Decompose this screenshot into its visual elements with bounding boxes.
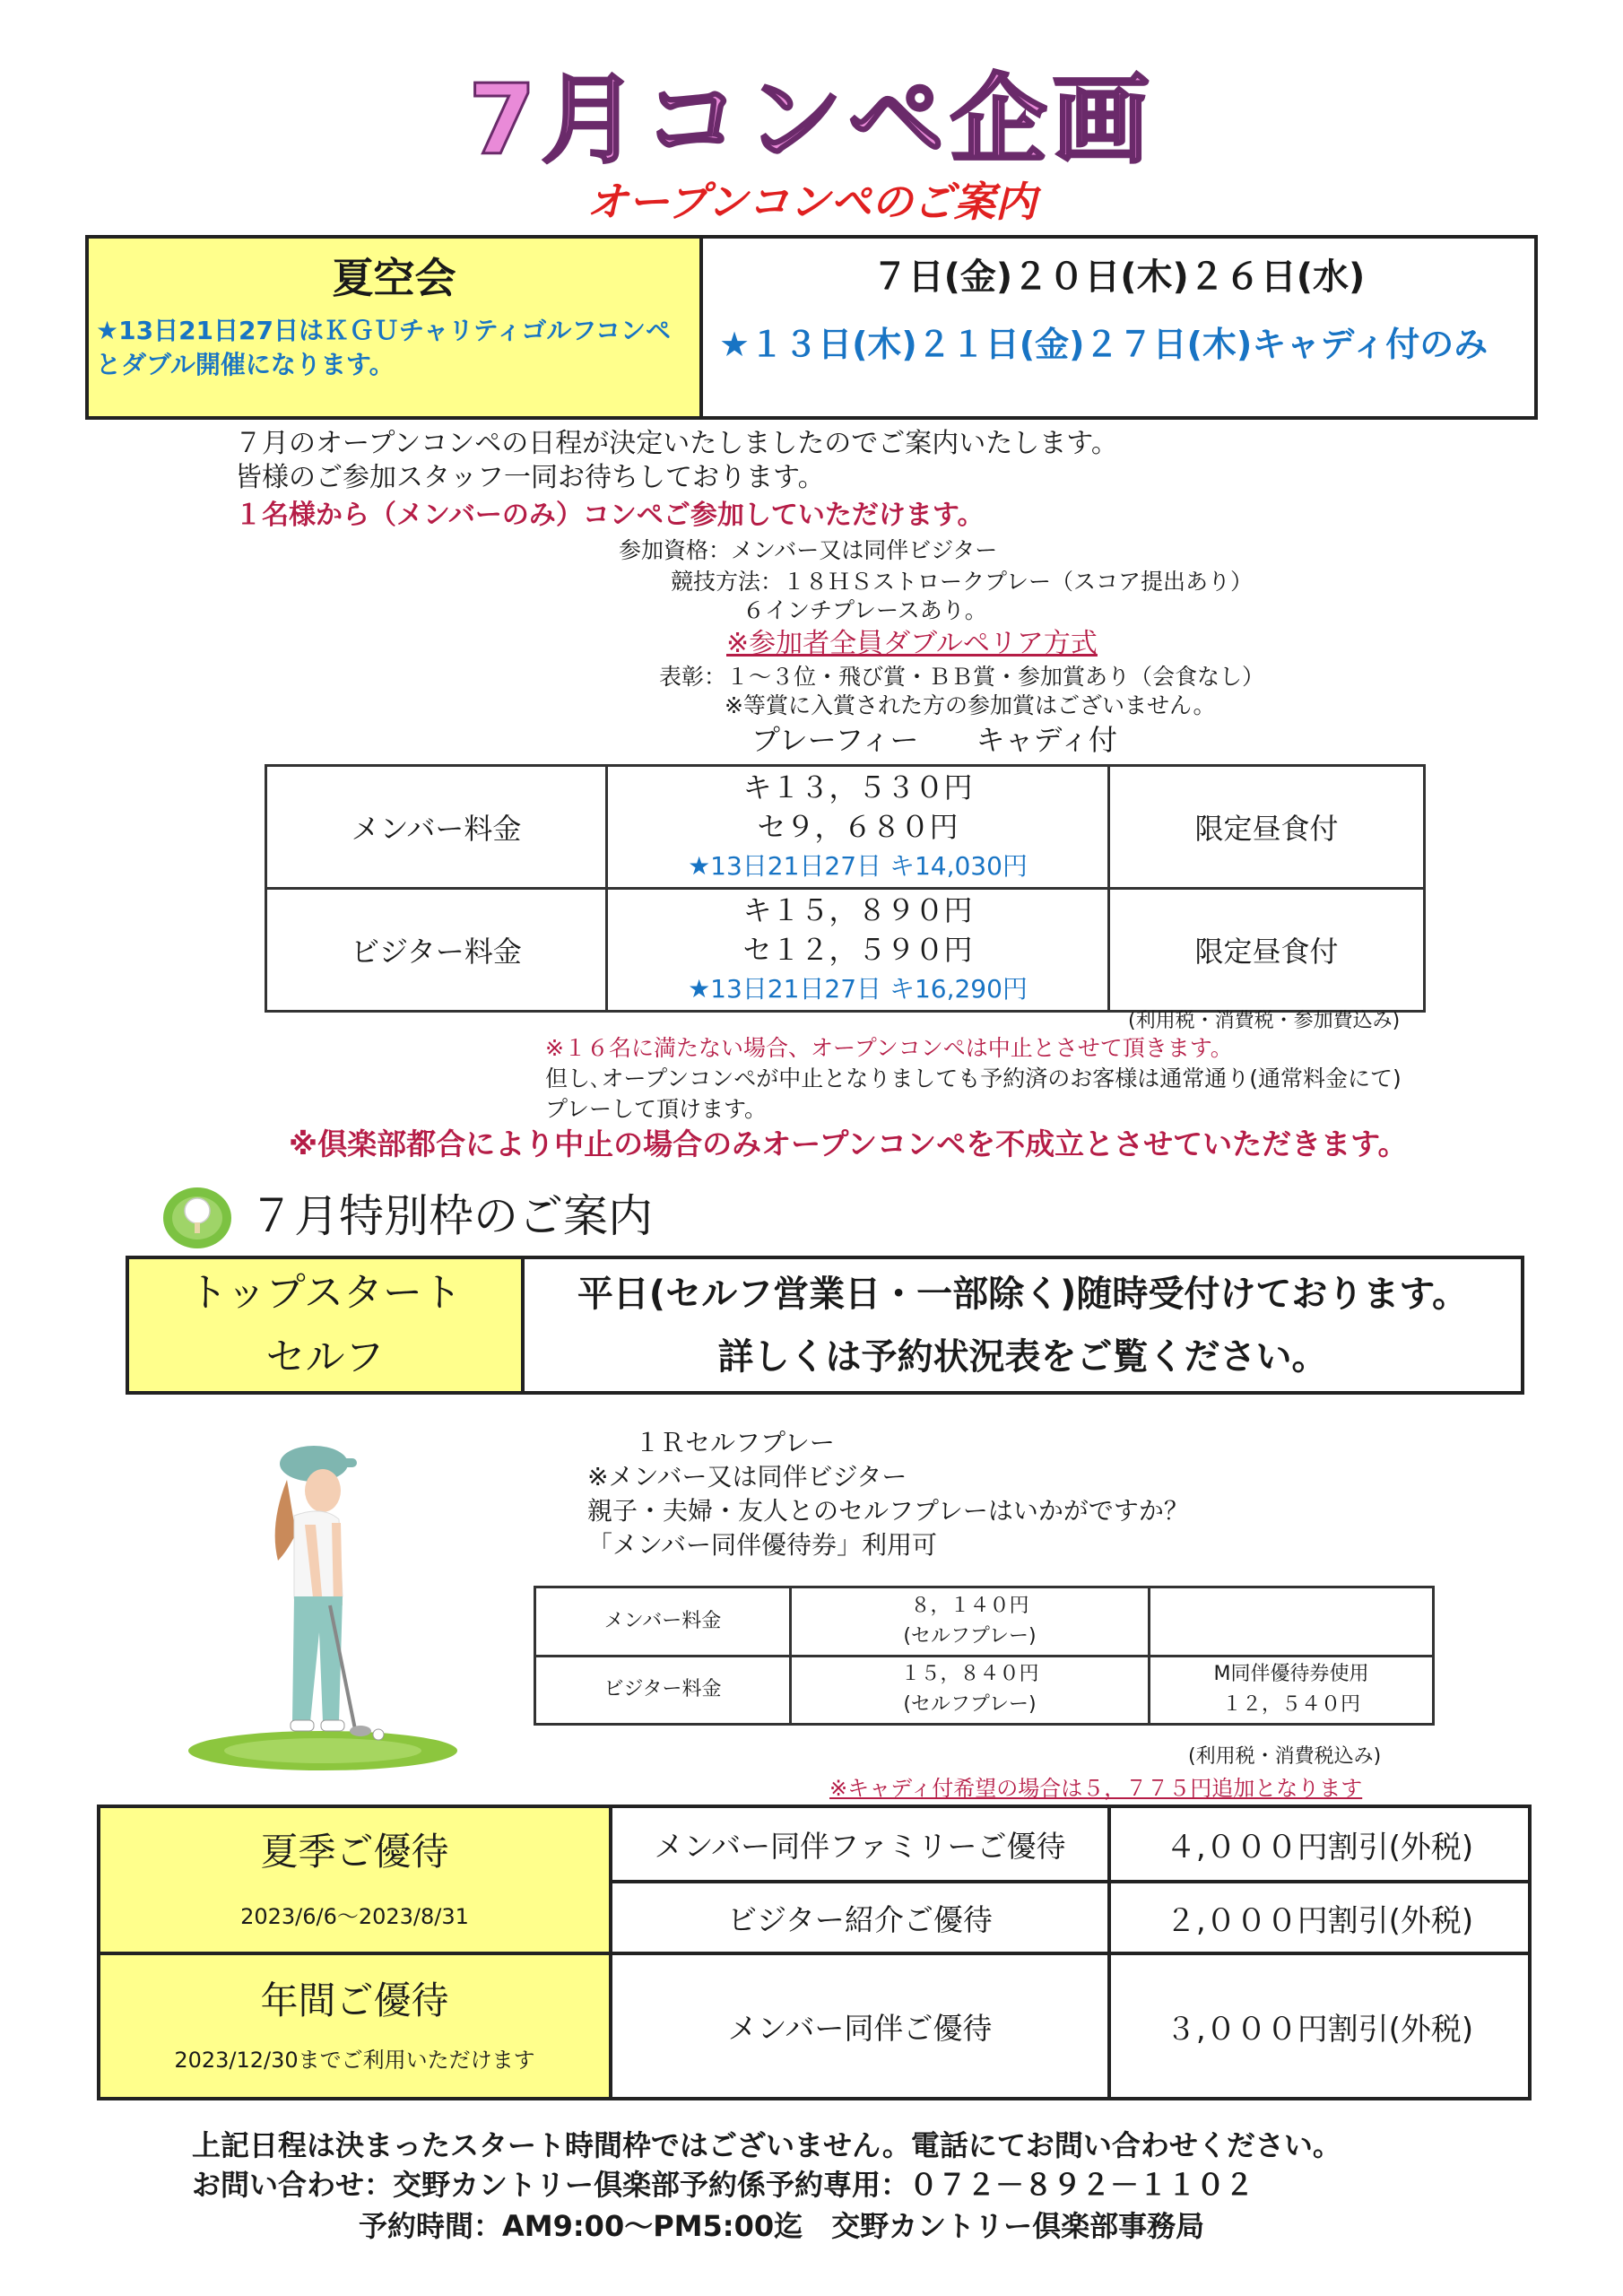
footer-line-3: 予約時間：AM9:00～PM5:00迄 交野カントリー倶楽部事務局: [359, 2209, 1205, 2243]
natsuzora-note: ★13日21日27日はＫＧＵチャリティゴルフコンペとダブル開催になります。: [96, 316, 671, 379]
fee-row-values: [607, 889, 1109, 1012]
special-table: [126, 1256, 1524, 1395]
self-row-fee: [791, 1656, 1150, 1725]
intro-line-1: ７月のオープンコンペの日程が決定いたしましたのでご案内いたします。: [235, 428, 1118, 459]
self-play-line-2: 親子・夫婦・友人とのセルフプレーはいかがですか？: [587, 1496, 1189, 1526]
intro-line-3: １名様から（メンバーのみ）コンペご参加していただけます。: [235, 500, 985, 531]
cancel-note-3: プレーして頂けます。: [545, 1096, 768, 1122]
natsuzora-dates-cell: [701, 237, 1536, 418]
summer-benefit-cell: [99, 1806, 611, 1953]
fee-row-label: ビジター料金: [266, 889, 607, 1012]
fee-row-values: [607, 766, 1109, 889]
self-row-label: ビジター料金: [535, 1656, 791, 1725]
self-fee-sub: (セルフプレー): [903, 1624, 1037, 1648]
fee-row-label: メンバー料金: [266, 766, 607, 889]
benefits-table: [97, 1805, 1532, 2100]
footer-line-2: お問い合わせ：交野カントリー倶楽部予約係予約専用：０７２－８９２－１１０２: [192, 2168, 1254, 2202]
special-text-2: 詳しくは予約状況表をご覧ください。: [717, 1335, 1328, 1378]
benefit-name: メンバー同伴ファミリーご優待: [611, 1806, 1109, 1882]
self-extra-2: １２，５４０円: [1221, 1693, 1360, 1717]
fee-self: セ９，６８０円: [757, 810, 959, 844]
footer-line-1: 上記日程は決まったスタート時間枠ではございません。電話にてお問い合わせください。: [192, 2128, 1341, 2162]
self-play-line-1: ※メンバー又は同伴ビジター: [587, 1462, 907, 1492]
annual-benefit-cell: [99, 1953, 611, 2099]
self-play-title: １Ｒセルフプレー: [635, 1428, 835, 1457]
self-extra-1: M同伴優待券使用: [1213, 1663, 1369, 1686]
self-play-line-3: 「メンバー同伴優待券」利用可: [587, 1530, 938, 1560]
golfer-illustration: [179, 1426, 466, 1776]
intro-line-2: 皆様のご参加スタッフ一同お待ちしております。: [235, 462, 825, 493]
page-title: 7月コンペ企画: [468, 65, 1155, 177]
caddie-note: ※キャディ付希望の場合は５，７７５円追加となります: [829, 1776, 1363, 1801]
fee-tax-note: (利用税・消費税・参加費込み): [1128, 1010, 1401, 1032]
special-label-2: セルフ: [265, 1334, 385, 1380]
self-row-extra: [1150, 1587, 1434, 1657]
fee-table: [265, 764, 1426, 1013]
special-label-cell: [127, 1257, 523, 1393]
special-heading: ７月特別枠のご案内: [249, 1190, 653, 1242]
summer-period: 2023/6/6～2023/8/31: [240, 1904, 469, 1929]
self-fee: １５，８４０円: [900, 1663, 1039, 1686]
golf-ball-icon: [161, 1182, 233, 1250]
natsuzora-cell: [87, 237, 701, 418]
fee-kyaddie: キ１５，８９０円: [742, 893, 973, 927]
benefit-name: ビジター紹介ご優待: [611, 1882, 1109, 1953]
page-subtitle: オープンコンペのご案内: [586, 178, 1037, 226]
fee-special: ★13日21日27日 キ16,290円: [688, 974, 1028, 1004]
club-note: ※倶楽部都合により中止の場合のみオープンコンペを不成立とさせていただきます。: [289, 1126, 1408, 1161]
natsuzora-name: 夏空会: [332, 254, 456, 302]
rule-place: ６インチプレースあり。: [742, 597, 987, 623]
rule-eligibility: 参加資格：メンバー又は同伴ビジター: [619, 537, 998, 563]
natsuzora-caddie-dates: ★１３日(木)２１日(金)２７日(木)キャディ付のみ: [719, 325, 1488, 364]
special-text-cell: [523, 1257, 1523, 1393]
summer-title: 夏季ご優待: [260, 1830, 449, 1874]
benefit-discount: ４,０００円割引(外税): [1109, 1806, 1530, 1882]
fee-meal: 限定昼食付: [1109, 889, 1425, 1012]
rule-awards: 表彰：１～３位・飛び賞・ＢＢ賞・参加賞あり（会食なし）: [659, 664, 1265, 690]
rule-awards-note: ※等賞に入賞された方の参加賞はございません。: [725, 692, 1216, 718]
fee-special: ★13日21日27日 キ14,030円: [688, 851, 1028, 881]
rule-method: 競技方法：１８ＨＳストロークプレー（スコア提出あり）: [671, 569, 1254, 595]
special-text-1: 平日(セルフ営業日・一部除く)随時受付けております。: [577, 1273, 1469, 1315]
natsuzora-table: [85, 235, 1538, 420]
natsuzora-dates: ７日(金)２０日(木)２６日(水): [872, 257, 1366, 298]
special-label-1: トップスタート: [188, 1269, 462, 1316]
self-play-table: [534, 1586, 1435, 1726]
self-fee: ８，１４０円: [910, 1594, 1029, 1617]
benefit-name: メンバー同伴ご優待: [611, 1953, 1109, 2099]
rule-peoria: ※参加者全員ダブルペリア方式: [726, 628, 1098, 659]
fee-kyaddie: キ１３，５３０円: [742, 770, 973, 804]
cancel-note-2: 但し､オープンコンペが中止となりましても予約済のお客様は通常通り(通常料金にて): [545, 1065, 1402, 1091]
self-tax-note: (利用税・消費税込み): [1188, 1745, 1382, 1768]
fee-title: プレーフィー キャディ付: [751, 723, 1118, 757]
benefit-discount: ３,０００円割引(外税): [1109, 1953, 1530, 2099]
cancel-note: ※１６名に満たない場合、オープンコンペは中止とさせて頂きます。: [545, 1035, 1233, 1061]
self-row-extra: [1150, 1656, 1434, 1725]
annual-title: 年間ご優待: [260, 1979, 449, 2022]
self-row-label: メンバー料金: [535, 1587, 791, 1657]
self-row-fee: [791, 1587, 1150, 1657]
self-fee-sub: (セルフプレー): [903, 1693, 1037, 1717]
annual-period: 2023/12/30までご利用いただけます: [174, 2048, 535, 2073]
benefit-discount: ２,０００円割引(外税): [1109, 1882, 1530, 1953]
fee-meal: 限定昼食付: [1109, 766, 1425, 889]
fee-self: セ１２，５９０円: [742, 933, 973, 967]
